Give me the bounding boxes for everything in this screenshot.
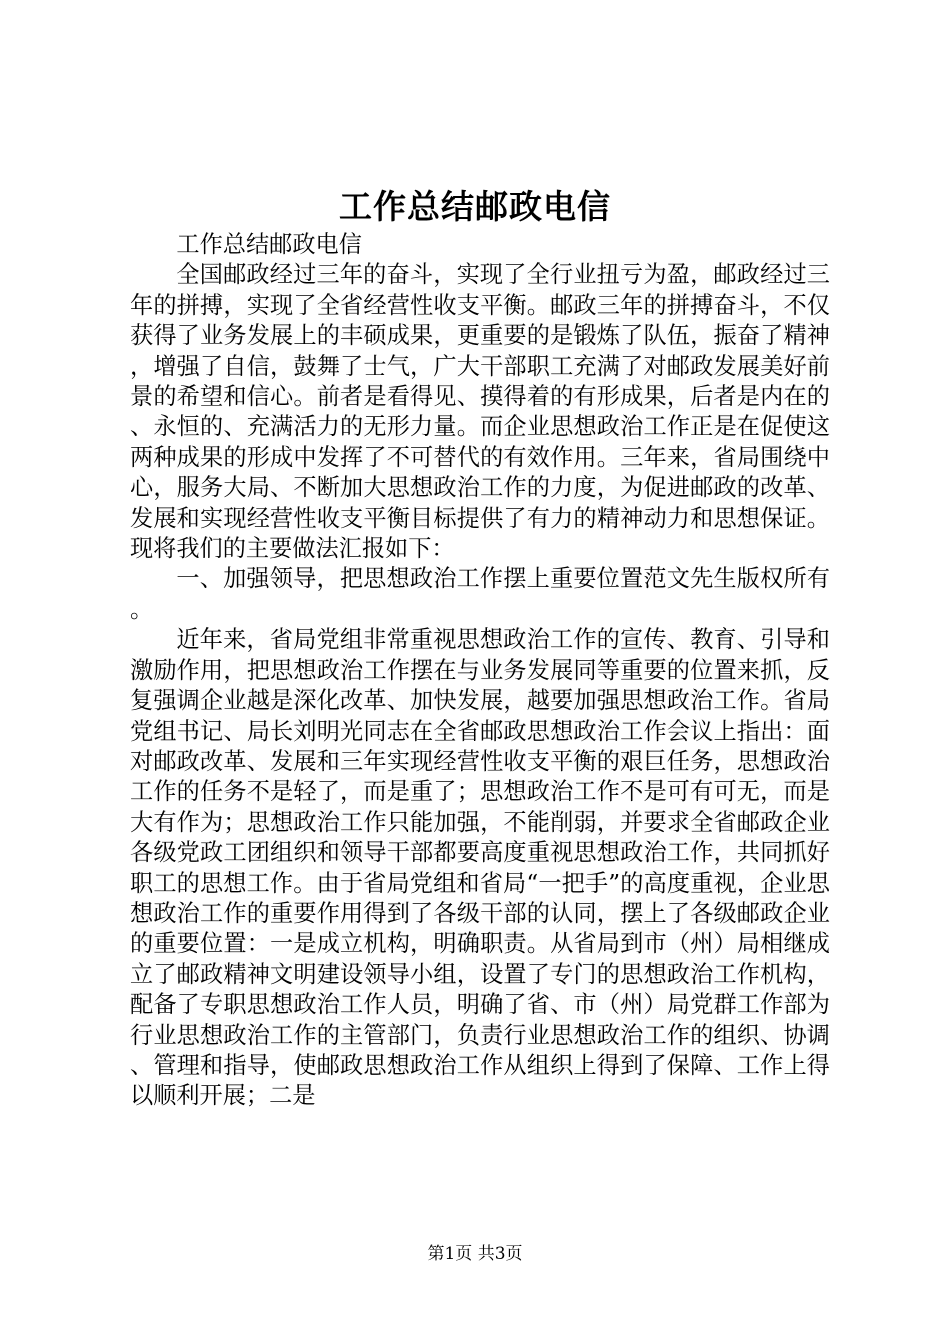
paragraph-subtitle: 工作总结邮政电信 [176, 231, 362, 258]
page-footer: 第1页 共3页 [427, 1244, 523, 1264]
paragraph-intro: 全国邮政经过三年的奋斗，实现了全行业扭亏为盈，邮政经过三年的拼搏，实现了全省经营性收支平衡。邮政三年的拼搏奋斗，不仅获得了业务发展上的丰硕成果，更重要的是锻炼了队伍，振奋了精神，增强了自信，鼓舞了士气，广大干部职工充满了对邮政发展美好前景的希望和信心。前者是看得见、摸得着的有形成果，后者是内在的、永恒的、充满活力的无形力量。而企业思想政治工作正是在促使这两种成果的形成中发挥了不可替代的有效作用。三年来，省局围绕中心，服务大局、不断加大思想政治工作的力度，为促进邮政的改革、发展和实现经营性收支平衡目标提供了有力的精神动力和思想保证。现将我们的主要做法汇报如下： [130, 261, 830, 563]
document-title: 工作总结邮政电信 [339, 187, 611, 226]
paragraph-section-body: 近年来，省局党组非常重视思想政治工作的宣传、教育、引导和激励作用，把思想政治工作摆在与业务发展同等重要的位置来抓，反复强调企业越是深化改革、加快发展，越要加强思想政治工作。省局党组书记、局长刘明光同志在全省邮政思想政治工作会议上指出：面对邮政改革、发展和三年实现经营性收支平衡的艰巨任务，思想政治工作的任务不是轻了，而是重了；思想政治工作不是可有可无，而是大有作为；思想政治工作只能加强，不能削弱，并要求全省邮政企业各级党政工团组织和领导干部都要高度重视思想政治工作，共同抓好职工的思想工作。由于省局党组和省局“一把手”的高度重视，企业思想政治工作的重要作用得到了各级干部的认同，摆上了各级邮政企业的重要位置：一是成立机构，明确职责。从省局到市（州）局相继成立了邮政精神文明建设领导小组，设置了专门的思想政治工作机构，配备了专职思想政治工作人员，明确了省、市（州）局党群工作部为行业思想政治工作的主管部门，负责行业思想政治工作的组织、协调、管理和指导，使邮政思想政治工作从组织上得到了保障、工作上得以顺利开展；二是 [130, 626, 830, 1110]
document-body [130, 230, 830, 1112]
paragraph-section-heading: 一、加强领导，把思想政治工作摆上重要位置范文先生版权所有。 [130, 565, 830, 623]
